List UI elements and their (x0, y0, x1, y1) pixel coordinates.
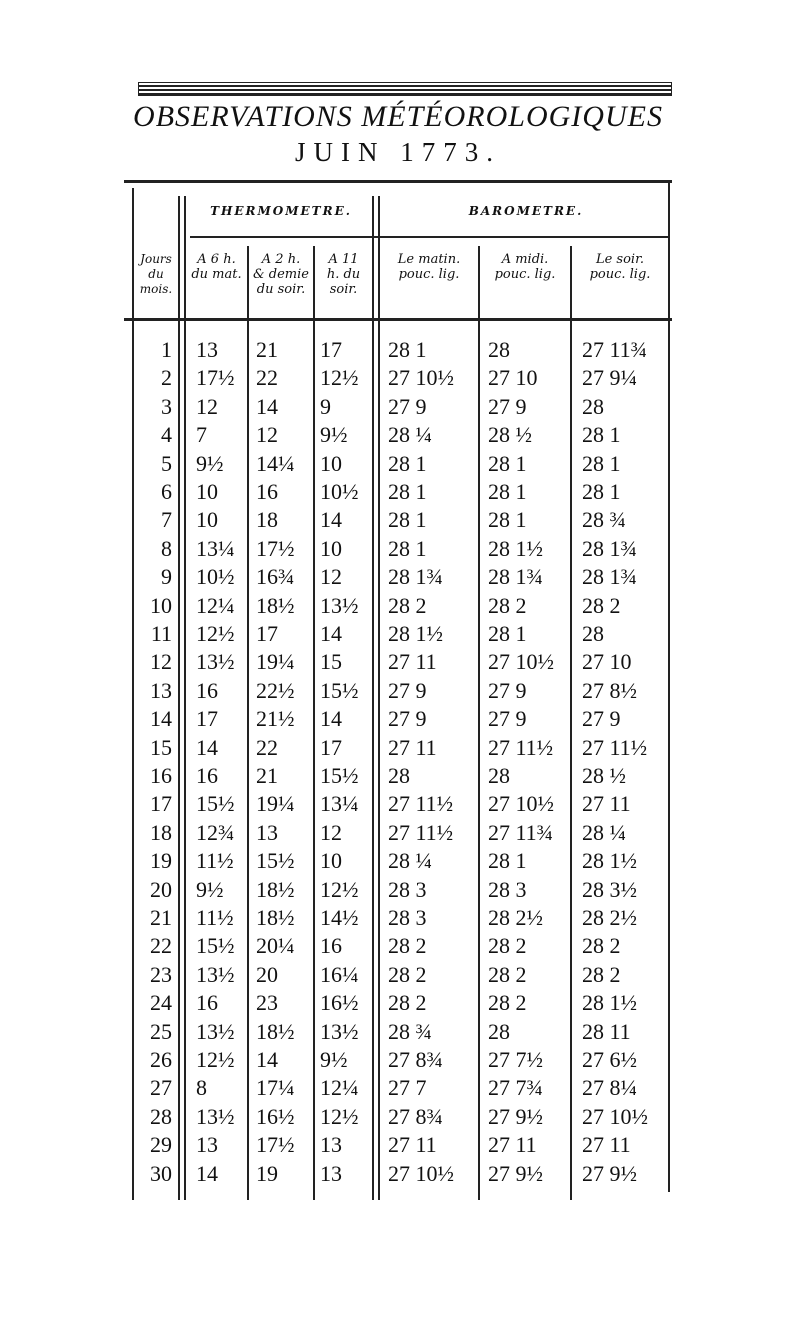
cell-therm-6h: 13½ (196, 1103, 235, 1129)
cell-therm-2h: 12 (256, 422, 278, 448)
cell-therm-6h: 7 (196, 422, 207, 448)
header-a11: A 11 h. du soir. (326, 252, 361, 297)
header-soir: Le soir. pouc. lig. (589, 252, 651, 282)
cell-therm-11h: 12 (320, 564, 342, 590)
cell-therm-11h: 14½ (320, 905, 359, 930)
cell-baro-midi: 27 11 (488, 1132, 537, 1158)
cell-baro-soir: 27 10 (582, 649, 632, 675)
cell-therm-2h: 17 (256, 621, 278, 646)
cell-baro-midi: 28 1 (488, 848, 527, 874)
cell-therm-2h: 21 (256, 763, 278, 788)
cell-baro-soir: 28 1 (582, 479, 621, 504)
cell-day: 12 (150, 649, 172, 675)
cell-therm-2h: 22 (256, 734, 278, 760)
cell-baro-midi: 28 2½ (488, 905, 543, 930)
cell-baro-soir: 28 ¼ (582, 819, 626, 845)
cell-therm-6h: 14 (196, 734, 218, 760)
cell-therm-6h: 16 (196, 677, 218, 703)
cell-therm-6h: 12½ (196, 621, 235, 646)
cell-baro-midi: 27 10 (488, 365, 538, 391)
cell-therm-6h: 15½ (196, 933, 235, 959)
cell-baro-soir: 27 9½ (582, 1160, 637, 1186)
cell-baro-midi: 28 (488, 1018, 510, 1044)
top-ornamental-rule (138, 82, 672, 96)
header-matin: Le matin. pouc. lig. (397, 252, 461, 282)
cell-therm-2h: 16¾ (256, 564, 295, 590)
cell-day: 30 (150, 1160, 172, 1186)
cell-therm-11h: 10 (320, 535, 342, 561)
cell-therm-11h: 9 (320, 393, 331, 419)
cell-baro-matin: 28 3 (388, 876, 427, 902)
cell-baro-matin: 28 1 (388, 507, 427, 533)
cell-therm-11h: 14 (320, 507, 342, 533)
cell-baro-midi: 28 1¾ (488, 564, 543, 590)
cell-day: 20 (150, 876, 172, 902)
rule-under-groups (190, 236, 670, 238)
cell-therm-2h: 22 (256, 365, 278, 391)
cell-day: 18 (150, 819, 172, 845)
cell-baro-matin: 28 ¼ (388, 422, 432, 448)
cell-therm-6h: 12¾ (196, 819, 235, 845)
cell-baro-soir: 27 9¼ (582, 365, 637, 391)
cell-therm-2h: 14 (256, 1047, 278, 1072)
cell-day: 14 (150, 706, 172, 732)
cell-baro-midi: 28 1 (488, 507, 527, 533)
cell-day: 28 (150, 1103, 172, 1129)
cell-therm-2h: 18½ (256, 1018, 295, 1044)
cell-baro-midi: 28 2 (488, 592, 527, 618)
cell-therm-6h: 17½ (196, 365, 235, 391)
cell-day: 5 (161, 450, 172, 476)
cell-therm-6h: 13½ (196, 961, 235, 987)
cell-therm-6h: 9½ (196, 876, 224, 902)
cell-baro-soir: 27 8¼ (582, 1075, 637, 1101)
cell-therm-11h: 14 (320, 621, 342, 646)
right-border (668, 180, 670, 1192)
cell-baro-midi: 28 1 (488, 621, 527, 646)
col-divider-1 (247, 246, 249, 1200)
cell-therm-6h: 17 (196, 706, 218, 732)
cell-therm-2h: 21½ (256, 706, 295, 732)
cell-baro-midi: 27 11¾ (488, 819, 554, 845)
cell-day: 1 (161, 337, 172, 362)
cell-therm-6h: 10 (196, 479, 218, 504)
cell-therm-6h: 16 (196, 990, 218, 1016)
cell-therm-11h: 13½ (320, 592, 359, 618)
cell-baro-matin: 28 1 (388, 479, 427, 504)
cell-baro-matin: 27 11½ (388, 819, 454, 845)
cell-therm-11h: 12½ (320, 1103, 359, 1129)
cell-therm-6h: 12¼ (196, 592, 235, 618)
cell-therm-11h: 15½ (320, 763, 359, 788)
cell-baro-soir: 28 1¾ (582, 535, 637, 561)
cell-baro-soir: 28 2½ (582, 905, 637, 930)
cell-baro-soir: 27 11¾ (582, 337, 648, 362)
cell-therm-6h: 13 (196, 337, 218, 362)
cell-therm-2h: 15½ (256, 848, 295, 874)
cell-therm-11h: 17 (320, 337, 342, 362)
cell-therm-2h: 20 (256, 961, 278, 987)
cell-baro-matin: 27 7 (388, 1075, 427, 1101)
cell-therm-11h: 12½ (320, 876, 359, 902)
cell-baro-matin: 28 2 (388, 592, 427, 618)
cell-baro-soir: 27 11 (582, 1132, 631, 1158)
header-a2h: A 2 h. & demie du soir. (253, 252, 309, 297)
cell-baro-midi: 27 7½ (488, 1047, 543, 1072)
cell-baro-midi: 27 11½ (488, 734, 554, 760)
cell-baro-matin: 27 11 (388, 734, 437, 760)
cell-baro-matin: 28 ¼ (388, 848, 432, 874)
page-subtitle: JUIN 1773. (295, 137, 501, 167)
cell-baro-soir: 28 2 (582, 961, 621, 987)
cell-therm-6h: 10 (196, 507, 218, 533)
cell-therm-2h: 16½ (256, 1103, 295, 1129)
cell-baro-soir: 28 (582, 393, 604, 419)
cell-therm-2h: 18½ (256, 592, 295, 618)
cell-therm-2h: 13 (256, 819, 278, 845)
header-jours: Jours du mois. (139, 252, 173, 296)
day-divider-a (178, 196, 180, 1200)
cell-therm-2h: 17½ (256, 535, 295, 561)
cell-baro-matin: 27 11 (388, 649, 437, 675)
cell-baro-soir: 28 ¾ (582, 507, 626, 533)
cell-baro-midi: 27 9 (488, 677, 527, 703)
cell-day: 3 (161, 393, 172, 419)
cell-baro-soir: 28 1 (582, 450, 621, 476)
cell-day: 24 (150, 990, 172, 1016)
cell-day: 7 (161, 507, 172, 533)
cell-therm-2h: 22½ (256, 677, 295, 703)
cell-therm-11h: 12¼ (320, 1075, 359, 1101)
col-divider-5 (570, 246, 572, 1200)
cell-day: 22 (150, 933, 172, 959)
cell-day: 25 (150, 1018, 172, 1044)
cell-baro-soir: 28 1 (582, 422, 621, 448)
cell-baro-midi: 27 9 (488, 706, 527, 732)
rule-under-title (124, 180, 672, 183)
cell-baro-soir: 28 1½ (582, 990, 637, 1016)
cell-therm-2h: 17¼ (256, 1075, 295, 1101)
cell-baro-matin: 28 1½ (388, 621, 443, 646)
cell-baro-midi: 27 7¾ (488, 1075, 543, 1101)
group-header-barometre: BAROMETRE. (468, 204, 584, 218)
cell-therm-6h: 13½ (196, 1018, 235, 1044)
cell-baro-matin: 27 9 (388, 393, 427, 419)
cell-therm-11h: 15 (320, 649, 342, 675)
cell-day: 8 (161, 535, 172, 561)
cell-therm-11h: 13 (320, 1160, 342, 1186)
cell-therm-11h: 13¼ (320, 791, 359, 817)
cell-baro-midi: 28 ½ (488, 422, 532, 448)
cell-baro-matin: 27 11 (388, 1132, 437, 1158)
cell-therm-6h: 15½ (196, 791, 235, 817)
cell-therm-2h: 14 (256, 393, 278, 419)
cell-baro-matin: 28 3 (388, 905, 427, 930)
group-divider-a (372, 196, 374, 1200)
cell-baro-soir: 27 11 (582, 791, 631, 817)
header-a6h: A 6 h. du mat. (191, 252, 242, 282)
cell-therm-11h: 14 (320, 706, 342, 732)
cell-day: 26 (150, 1047, 172, 1072)
cell-baro-midi: 28 1 (488, 450, 527, 476)
cell-therm-11h: 9½ (320, 1047, 348, 1072)
cell-baro-matin: 27 9 (388, 706, 427, 732)
cell-therm-11h: 10 (320, 848, 342, 874)
cell-therm-6h: 16 (196, 763, 218, 788)
cell-baro-soir: 27 8½ (582, 677, 637, 703)
cell-therm-11h: 16½ (320, 990, 359, 1016)
cell-baro-soir: 28 2 (582, 933, 621, 959)
cell-baro-soir: 28 1½ (582, 848, 637, 874)
cell-therm-2h: 18½ (256, 876, 295, 902)
cell-baro-midi: 28 1½ (488, 535, 543, 561)
cell-baro-matin: 27 11½ (388, 791, 454, 817)
cell-baro-matin: 28 2 (388, 961, 427, 987)
cell-baro-matin: 27 10½ (388, 365, 454, 391)
cell-therm-11h: 16¼ (320, 961, 359, 987)
cell-therm-11h: 12½ (320, 365, 359, 391)
cell-therm-11h: 16 (320, 933, 342, 959)
cell-therm-6h: 14 (196, 1160, 218, 1186)
cell-day: 4 (161, 422, 172, 448)
cell-baro-matin: 27 9 (388, 677, 427, 703)
cell-day: 16 (150, 763, 172, 788)
cell-therm-2h: 19¼ (256, 649, 295, 675)
cell-baro-soir: 28 3½ (582, 876, 637, 902)
cell-therm-6h: 13½ (196, 649, 235, 675)
cell-baro-midi: 28 2 (488, 990, 527, 1016)
header-midi: A midi. pouc. lig. (494, 252, 556, 282)
cell-baro-soir: 27 10½ (582, 1103, 648, 1129)
cell-baro-soir: 27 11½ (582, 734, 648, 760)
cell-day: 27 (150, 1075, 172, 1101)
cell-therm-6h: 9½ (196, 450, 224, 476)
cell-baro-midi: 28 (488, 763, 510, 788)
rule-under-headers (124, 318, 672, 321)
group-divider-b (378, 196, 380, 1200)
cell-therm-2h: 16 (256, 479, 278, 504)
cell-baro-matin: 28 2 (388, 990, 427, 1016)
col-divider-2 (313, 246, 315, 1200)
cell-baro-matin: 28 1 (388, 337, 427, 362)
cell-baro-matin: 27 8¾ (388, 1047, 443, 1072)
cell-therm-11h: 9½ (320, 422, 348, 448)
day-divider-b (184, 196, 186, 1200)
cell-baro-matin: 27 8¾ (388, 1103, 443, 1129)
cell-therm-11h: 15½ (320, 677, 359, 703)
col-divider-4 (478, 246, 480, 1200)
cell-day: 9 (161, 564, 172, 590)
cell-day: 10 (150, 592, 172, 618)
cell-therm-2h: 23 (256, 990, 278, 1016)
cell-baro-soir: 27 6½ (582, 1047, 637, 1072)
cell-therm-11h: 13 (320, 1132, 342, 1158)
cell-day: 21 (150, 905, 172, 930)
cell-day: 15 (150, 734, 172, 760)
group-header-thermometre: THERMOMETRE. (210, 204, 352, 218)
cell-day: 11 (150, 621, 172, 646)
cell-day: 17 (150, 791, 172, 817)
cell-therm-11h: 17 (320, 734, 342, 760)
cell-therm-6h: 13¼ (196, 535, 235, 561)
cell-therm-6h: 8 (196, 1075, 207, 1101)
cell-baro-matin: 28 ¾ (388, 1018, 432, 1044)
cell-baro-soir: 28 2 (582, 592, 621, 618)
cell-therm-6h: 11½ (196, 905, 234, 930)
cell-therm-6h: 12½ (196, 1047, 235, 1072)
cell-baro-midi: 28 1 (488, 479, 527, 504)
cell-therm-2h: 14¼ (256, 450, 295, 476)
cell-baro-matin: 28 (388, 763, 410, 788)
cell-therm-11h: 12 (320, 819, 342, 845)
cell-therm-6h: 12 (196, 393, 218, 419)
cell-baro-midi: 27 10½ (488, 791, 554, 817)
cell-day: 6 (161, 479, 172, 504)
cell-day: 2 (161, 365, 172, 391)
cell-baro-soir: 28 1¾ (582, 564, 637, 590)
cell-baro-matin: 28 1 (388, 535, 427, 561)
cell-baro-matin: 28 1 (388, 450, 427, 476)
cell-baro-matin: 28 1¾ (388, 564, 443, 590)
cell-therm-2h: 17½ (256, 1132, 295, 1158)
cell-baro-midi: 28 3 (488, 876, 527, 902)
cell-therm-6h: 11½ (196, 848, 234, 874)
cell-day: 23 (150, 961, 172, 987)
cell-baro-matin: 28 2 (388, 933, 427, 959)
cell-baro-midi: 27 9½ (488, 1160, 543, 1186)
cell-day: 19 (150, 848, 172, 874)
cell-therm-11h: 10½ (320, 479, 359, 504)
cell-therm-2h: 20¼ (256, 933, 295, 959)
cell-baro-midi: 28 (488, 337, 510, 362)
cell-baro-soir: 28 11 (582, 1018, 631, 1044)
cell-baro-midi: 27 9½ (488, 1103, 543, 1129)
cell-day: 29 (150, 1132, 172, 1158)
cell-baro-midi: 27 10½ (488, 649, 554, 675)
cell-baro-soir: 28 (582, 621, 604, 646)
cell-therm-2h: 18½ (256, 905, 295, 930)
cell-therm-2h: 18 (256, 507, 278, 533)
cell-baro-soir: 28 ½ (582, 763, 626, 788)
cell-day: 13 (150, 677, 172, 703)
cell-therm-2h: 19 (256, 1160, 278, 1186)
cell-baro-matin: 27 10½ (388, 1160, 454, 1186)
cell-therm-2h: 21 (256, 337, 278, 362)
cell-therm-6h: 10½ (196, 564, 235, 590)
cell-therm-2h: 19¼ (256, 791, 295, 817)
cell-baro-midi: 27 9 (488, 393, 527, 419)
cell-baro-soir: 27 9 (582, 706, 621, 732)
cell-therm-6h: 13 (196, 1132, 218, 1158)
cell-therm-11h: 10 (320, 450, 342, 476)
cell-therm-11h: 13½ (320, 1018, 359, 1044)
page-title: OBSERVATIONS MÉTÉOROLOGIQUES (133, 100, 663, 133)
cell-baro-midi: 28 2 (488, 933, 527, 959)
cell-baro-midi: 28 2 (488, 961, 527, 987)
